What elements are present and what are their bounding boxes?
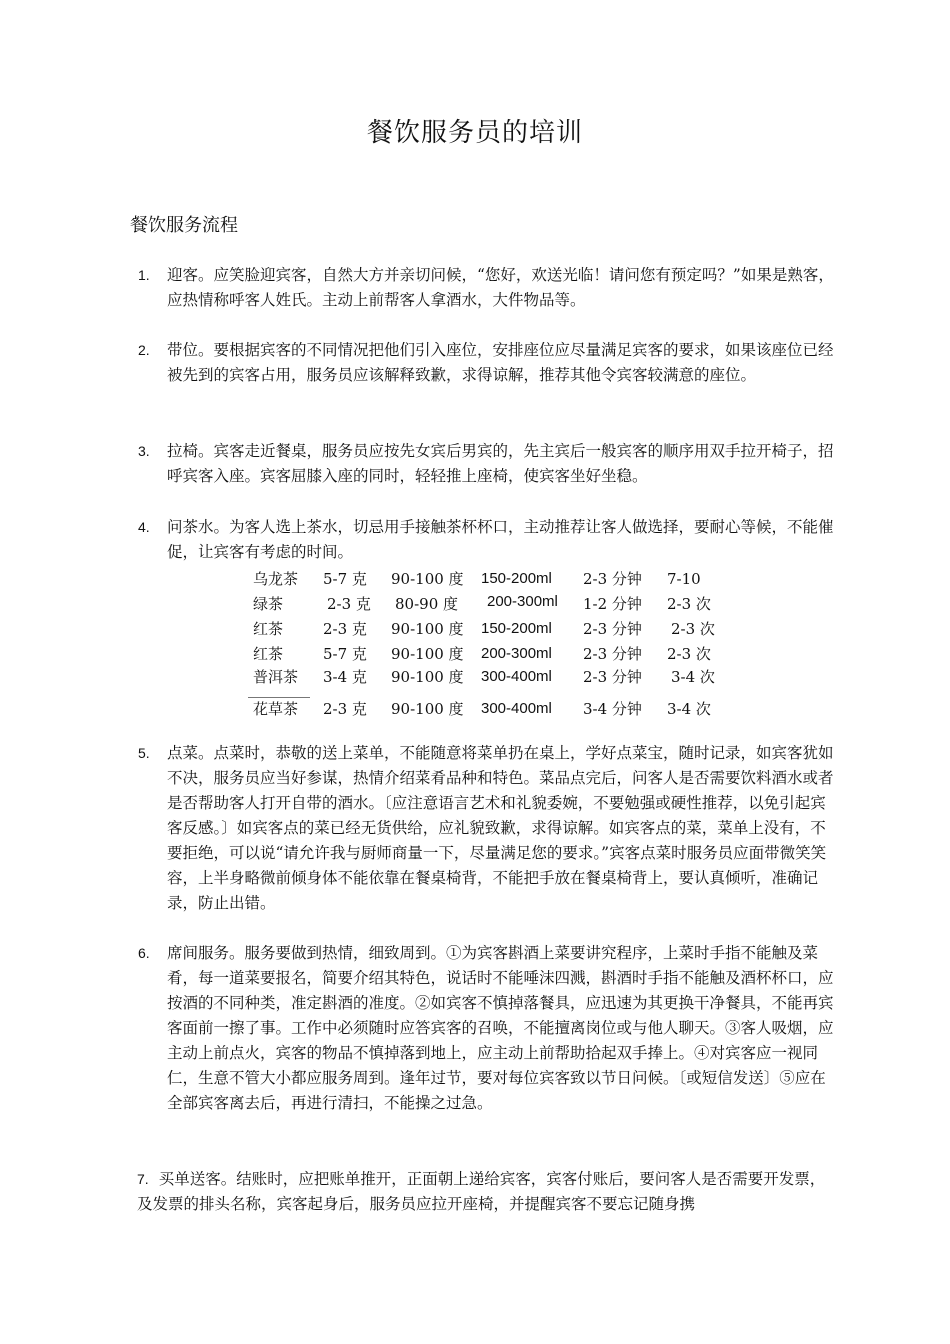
steep-count: 2-3 次 bbox=[667, 645, 711, 663]
step-item-1 bbox=[130, 263, 840, 313]
step-number: 4. bbox=[138, 519, 150, 535]
step-item-7 bbox=[137, 1167, 837, 1217]
water-volume: 200-300ml bbox=[487, 593, 558, 610]
step-text: 点菜。点菜时，恭敬的送上菜单，不能随意将菜单扔在桌上，学好点菜宝，随时记录，如宾客犹如不决，服务员应当好参谋，热情介绍菜肴品种和特色。菜品点完后，问客人是否需要饮料酒水或者是否帮助客人打开自带的酒水。〔应注意语言艺术和礼貌委婉，不要勉强或硬性推荐，以免引起宾客反感。〕如宾客点的菜已经无货供给，应礼貌致歉，求得谅解。如宾客点的菜，菜单上没有，不要拒绝，可以说“请允许我与厨师商量一下，尽量满足您的要求。”宾客点菜时服务员应面带微笑笑容，上半身略微前倾身体不能依靠在餐桌椅背，不能把手放在餐桌椅背上，要认真倾听，准确记录，防止出错。 bbox=[167, 744, 834, 912]
page-title: 餐饮服务员的培训 bbox=[366, 118, 583, 148]
table-row bbox=[253, 698, 733, 720]
water-volume: 300-400ml bbox=[481, 700, 552, 717]
step-item-3 bbox=[130, 439, 840, 489]
table-row bbox=[253, 593, 733, 615]
tea-amount: 5-7 克 bbox=[323, 570, 367, 588]
water-volume: 200-300ml bbox=[481, 645, 552, 662]
water-volume: 150-200ml bbox=[481, 570, 552, 587]
step-item-5 bbox=[130, 741, 840, 916]
water-volume: 150-200ml bbox=[481, 620, 552, 637]
water-temperature: 90-100 度 bbox=[391, 668, 464, 686]
water-temperature: 80-90 度 bbox=[395, 595, 459, 613]
steep-count: 7-10 bbox=[667, 570, 701, 588]
step-number: 1. bbox=[138, 267, 150, 283]
tea-amount: 2-3 克 bbox=[323, 700, 367, 718]
tea-name: 红茶 bbox=[253, 620, 284, 638]
steep-count: 2-3 次 bbox=[671, 620, 715, 638]
steep-time: 2-3 分钟 bbox=[583, 668, 642, 686]
tea-brewing-table bbox=[253, 568, 733, 718]
step-number: 7. bbox=[137, 1171, 149, 1187]
tea-name: 乌龙茶 bbox=[253, 570, 299, 588]
step-number: 5. bbox=[138, 745, 150, 761]
tea-name: 普洱茶 bbox=[253, 668, 299, 686]
steep-time: 3-4 分钟 bbox=[583, 700, 642, 718]
step-number: 2. bbox=[138, 342, 150, 358]
tea-amount: 3-4 克 bbox=[323, 668, 367, 686]
water-temperature: 90-100 度 bbox=[391, 620, 464, 638]
water-temperature: 90-100 度 bbox=[391, 570, 464, 588]
steep-count: 3-4 次 bbox=[671, 668, 715, 686]
step-text: 带位。要根据宾客的不同情况把他们引入座位，安排座位应尽量满足宾客的要求，如果该座位已经被先到的宾客占用，服务员应该解释致歉，求得谅解，推荐其他令宾客较满意的座位。 bbox=[167, 341, 834, 384]
tea-name: 花草茶 bbox=[253, 700, 299, 718]
section-heading: 餐饮服务流程 bbox=[130, 215, 238, 236]
steep-time: 2-3 分钟 bbox=[583, 570, 642, 588]
table-row bbox=[253, 618, 733, 640]
table-row bbox=[253, 568, 733, 590]
water-temperature: 90-100 度 bbox=[391, 645, 464, 663]
tea-amount: 2-3 克 bbox=[327, 595, 371, 613]
tea-name: 绿茶 bbox=[253, 595, 284, 613]
step-item-4 bbox=[130, 515, 840, 565]
table-row bbox=[253, 643, 733, 665]
step-text: 买单送客。结账时，应把账单推开，正面朝上递给宾客，宾客付账后，要问客人是否需要开发票，及发票的排头名称，宾客起身后，服务员应拉开座椅，并提醒宾客不要忘记随身携 bbox=[137, 1170, 826, 1213]
step-item-2 bbox=[130, 338, 840, 388]
step-text: 拉椅。宾客走近餐桌，服务员应按先女宾后男宾的，先主宾后一般宾客的顺序用双手拉开椅子，招呼宾客入座。宾客屈膝入座的同时，轻轻推上座椅，使宾客坐好坐稳。 bbox=[167, 442, 834, 485]
tea-amount: 5-7 克 bbox=[323, 645, 367, 663]
step-text: 席间服务。服务要做到热情，细致周到。①为宾客斟酒上菜要讲究程序，上菜时手指不能触及菜肴，每一道菜要报名，简要介绍其特色，说话时不能唾沫四溅，斟酒时手指不能触及酒杯杯口，应按酒的不同种类，准定斟酒的准度。②如宾客不慎掉落餐具，应迅速为其更换干净餐具，不能再宾客面前一擦了事。工作中必须随时应答宾客的召唤，不能擅离岗位或与他人聊天。③客人吸烟，应主动上前点火，宾客的物品不慎掉落到地上，应主动上前帮助拾起双手捧上。④对宾客应一视同仁，生意不管大小都应服务周到。逢年过节，要对每位宾客致以节日问候。〔或短信发送〕⑤应在全部宾客离去后，再进行清扫，不能操之过急。 bbox=[167, 944, 834, 1112]
steep-time: 2-3 分钟 bbox=[583, 620, 642, 638]
step-number: 6. bbox=[138, 945, 150, 961]
steep-time: 2-3 分钟 bbox=[583, 645, 642, 663]
table-divider bbox=[248, 697, 310, 698]
step-item-6 bbox=[130, 941, 840, 1116]
table-row bbox=[253, 666, 733, 688]
water-temperature: 90-100 度 bbox=[391, 700, 464, 718]
water-volume: 300-400ml bbox=[481, 668, 552, 685]
tea-amount: 2-3 克 bbox=[323, 620, 367, 638]
step-text: 问茶水。为客人选上茶水，切忌用手接触茶杯杯口，主动推荐让客人做选择，要耐心等候，不能催促，让宾客有考虑的时间。 bbox=[167, 518, 834, 561]
tea-name: 红茶 bbox=[253, 645, 284, 663]
step-text: 迎客。应笑脸迎宾客，自然大方并亲切问候，“您好，欢送光临！请问您有预定吗？”如果是熟客，应热情称呼客人姓氏。主动上前帮客人拿酒水，大件物品等。 bbox=[167, 266, 834, 309]
steep-count: 2-3 次 bbox=[667, 595, 711, 613]
step-number: 3. bbox=[138, 443, 150, 459]
steep-count: 3-4 次 bbox=[667, 700, 711, 718]
steep-time: 1-2 分钟 bbox=[583, 595, 642, 613]
